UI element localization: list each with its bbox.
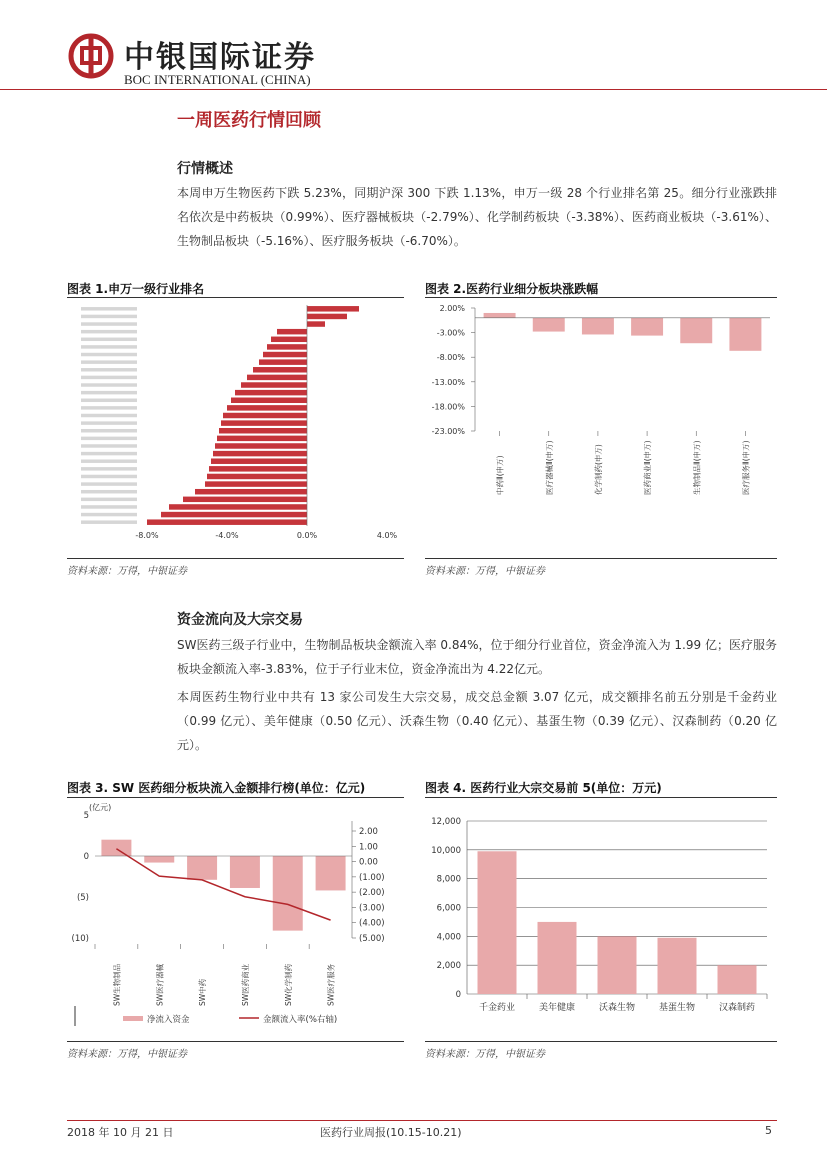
fig4-category-label: 汉森制药 <box>718 1003 756 1013</box>
fig2-y-tick-label: -23.00% <box>431 427 465 436</box>
fig4-y-tick-label: 2,000 <box>436 961 461 972</box>
fig3-bar <box>230 856 260 888</box>
fig2-y-tick-label: -18.00% <box>431 402 465 412</box>
capital-paragraph-1: SW医药三级子行业中，生物制品板块金额流入率 0.84%，位于细分行业首位，资金净流入为 1.99 亿；医疗服务板块金额流入率-3.83%，位于子行业末位，资金净流出为 4.22亿元。 <box>177 638 777 676</box>
fig1-x-tick-label: -4.0% <box>215 531 239 540</box>
fig3-legend-line-label: 金额流入率(%右轴) <box>263 1015 338 1025</box>
fig4-bar <box>718 965 757 994</box>
fig3-left-tick-label: (5) <box>76 893 89 903</box>
fig3-bar <box>273 856 303 931</box>
fig3-bar <box>101 840 131 856</box>
overview-paragraph: 本周申万生物医药下跌 5.23%，同期沪深 300 下跌 1.13%，申万一级 28 个行业排名第 25。细分行业涨跌排名依次是中药板块（0.99%）、医疗器械板块（-2.79%）、化学制药板块（-3.38%）、医药商业板块（-3.61%）、生物制品板块（-5.16%）、医疗服务板块（-6.70%）。 <box>177 186 777 248</box>
fig2-title: 图表 2.医药行业细分板块涨跌幅 <box>425 282 599 296</box>
capital-subtitle: 资金流向及大宗交易 <box>177 612 303 628</box>
fig3-category-label: SW化学制药 <box>283 963 293 1006</box>
fig1-category-label <box>81 338 137 341</box>
fig1-bar <box>205 481 307 486</box>
fig1-category-label <box>81 452 137 455</box>
fig1-title: 图表 1.申万一级行业排名 <box>67 282 205 296</box>
fig3-legend-bar-swatch <box>123 1016 143 1021</box>
fig3-right-tick-label: (2.00) <box>359 888 385 899</box>
fig2-category-label: 医疗服务Ⅱ(申万) <box>741 440 751 495</box>
fig4-y-tick-label: 10,000 <box>431 845 461 856</box>
fig1-bar <box>209 466 307 471</box>
fig1-category-label <box>81 414 137 417</box>
fig3-category-label: SW医药商业 <box>240 963 250 1006</box>
fig3-right-tick-label: (4.00) <box>359 918 385 929</box>
fig1-bar <box>215 443 307 448</box>
fig2-bar <box>680 318 712 343</box>
fig1-bar <box>259 359 307 364</box>
fig1-category-label <box>81 467 137 470</box>
fig1-bar <box>227 405 307 410</box>
fig2-bar <box>484 313 516 318</box>
fig4-y-tick-label: 0 <box>455 990 461 1000</box>
fig2-source: 资料来源：万得，中银证券 <box>425 566 545 577</box>
fig1-category-label <box>81 330 137 333</box>
fig3-left-tick-label: (10) <box>71 934 89 944</box>
fig2-category-label: 医药商业Ⅱ(申万) <box>643 440 653 495</box>
fig1-bar <box>277 329 307 334</box>
fig1-category-label <box>81 444 137 447</box>
fig1-category-label <box>81 498 137 501</box>
fig3-bar <box>144 856 174 863</box>
fig1-x-tick-label: 0.0% <box>296 531 318 540</box>
fig2-category-label: 医疗器械Ⅱ(申万) <box>544 440 554 495</box>
fig1-category-label <box>81 315 137 318</box>
fig1-x-tick-label: 4.0% <box>376 531 398 540</box>
fig2-bar <box>631 318 663 336</box>
fig1-bottom-rule <box>67 558 404 559</box>
fig1-category-label <box>81 437 137 440</box>
footer-date: 2018 年 10 月 21 日 <box>67 1126 174 1139</box>
fig1-bar <box>247 375 307 380</box>
fig3-left-tick-label: 5 <box>83 811 89 821</box>
brand-name-cn: 中银国际证券 <box>124 40 316 75</box>
fig1-bar <box>213 451 307 456</box>
fig3-left-tick-label: 0 <box>83 852 89 862</box>
fig1-bar <box>231 398 307 403</box>
fig4-chart <box>425 798 777 1038</box>
fig1-bar <box>267 344 307 349</box>
fig2-y-tick-label: 2.00% <box>439 304 465 313</box>
fig1-bar <box>207 474 307 479</box>
fig3-category-label: SW中药 <box>198 978 208 1006</box>
fig4-bar <box>478 851 517 994</box>
fig1-x-tick-label: -8.0% <box>135 531 159 540</box>
fig4-bar <box>538 922 577 994</box>
fig1-bar <box>183 497 307 502</box>
header <box>0 0 827 96</box>
fig4-y-tick-label: 12,000 <box>431 817 461 827</box>
fig1-category-label <box>81 368 137 371</box>
fig1-bar <box>253 367 307 372</box>
fig4-bottom-rule <box>425 1041 777 1042</box>
boc-logo-icon <box>68 33 114 79</box>
fig4-y-tick-label: 8,000 <box>436 874 461 885</box>
fig4-category-label: 千金药业 <box>478 1003 516 1013</box>
fig4-category-label: 基蛋生物 <box>658 1003 696 1013</box>
section-title: 一周医药行情回顾 <box>177 110 321 131</box>
fig1-category-label <box>81 345 137 348</box>
fig1-category-label <box>81 520 137 523</box>
fig3-right-tick-label: (5.00) <box>359 934 385 944</box>
fig2-bar <box>533 318 565 332</box>
fig1-category-label <box>81 513 137 516</box>
fig3-right-tick-label: 2.00 <box>359 827 378 837</box>
fig3-category-label: SW生物制品 <box>112 963 122 1006</box>
fig3-chart <box>67 798 404 1038</box>
fig1-bar <box>307 306 359 311</box>
fig3-right-tick-label: (3.00) <box>359 903 385 914</box>
fig3-category-label: SW医疗服务 <box>326 963 336 1006</box>
fig1-category-label <box>81 307 137 310</box>
fig1-bar <box>307 321 325 326</box>
fig1-bar <box>147 519 307 524</box>
fig4-source: 资料来源：万得，中银证券 <box>425 1049 545 1060</box>
fig3-bar <box>316 856 346 890</box>
fig1-bar <box>169 504 307 509</box>
footer-page-number: 5 <box>765 1124 772 1137</box>
fig2-category-label: 中药Ⅱ(申万) <box>495 455 505 495</box>
fig4-bar <box>598 936 637 994</box>
fig1-category-label <box>81 421 137 424</box>
fig1-bar <box>217 436 307 441</box>
fig2-bar <box>582 318 614 335</box>
brand-name-en: BOC INTERNATIONAL (CHINA) <box>124 72 311 87</box>
fig1-category-label <box>81 353 137 356</box>
fig1-bar <box>235 390 307 395</box>
fig1-category-label <box>81 475 137 478</box>
fig2-y-tick-label: -3.00% <box>436 328 465 338</box>
fig1-category-label <box>81 505 137 508</box>
fig1-category-label <box>81 391 137 394</box>
fig3-category-label: SW医疗器械 <box>155 963 165 1006</box>
fig1-bar <box>219 428 307 433</box>
fig2-bottom-rule <box>425 558 777 559</box>
fig1-bar <box>161 512 307 517</box>
fig1-category-label <box>81 406 137 409</box>
fig4-bar <box>658 938 697 994</box>
fig4-category-label: 沃森生物 <box>598 1003 636 1013</box>
fig1-bar <box>211 458 307 463</box>
fig4-y-tick-label: 4,000 <box>436 932 461 943</box>
fig3-bar <box>187 856 217 880</box>
fig3-left-unit: (亿元) <box>89 803 112 812</box>
fig1-bar <box>307 314 347 319</box>
fig1-category-label <box>81 383 137 386</box>
fig3-legend-bar-label: 净流入资金 <box>147 1015 190 1025</box>
fig1-category-label <box>81 322 137 325</box>
fig4-title: 图表 4. 医药行业大宗交易前 5(单位：万元) <box>425 781 662 795</box>
fig3-source: 资料来源：万得，中银证券 <box>67 1049 187 1060</box>
capital-paragraph-2: 本周医药生物行业中共有 13 家公司发生大宗交易，成交总金额 3.07 亿元，成交额排名前五分别是千金药业（0.99 亿元）、美年健康（0.50 亿元）、沃森生物（0.40 亿元）、基蛋生物（0.39 亿元）、汉森制药（0.20 亿元）。 <box>177 690 777 752</box>
fig3-right-tick-label: (1.00) <box>359 872 385 883</box>
fig1-bar <box>241 382 307 387</box>
fig3-title: 图表 3. SW 医药细分板块流入金额排行榜(单位：亿元) <box>67 781 366 795</box>
fig4-category-label: 美年健康 <box>538 1003 576 1013</box>
fig1-category-label <box>81 429 137 432</box>
fig1-category-label <box>81 360 137 363</box>
fig1-bar <box>223 413 307 418</box>
fig2-category-label: 化学制药(申万) <box>593 444 603 495</box>
fig3-right-tick-label: 1.00 <box>359 842 378 853</box>
overview-subtitle: 行情概述 <box>177 161 233 177</box>
footer-report-name: 医药行业周报(10.15-10.21) <box>320 1126 462 1139</box>
fig1-source: 资料来源：万得，中银证券 <box>67 566 187 577</box>
fig1-bar <box>263 352 307 357</box>
fig1-category-label <box>81 376 137 379</box>
fig1-bar <box>195 489 307 494</box>
fig1-bar <box>271 337 307 342</box>
fig1-category-label <box>81 399 137 402</box>
fig1-category-label <box>81 482 137 485</box>
fig2-y-tick-label: -8.00% <box>436 353 465 363</box>
fig2-y-tick-label: -13.00% <box>431 377 465 387</box>
fig4-y-tick-label: 6,000 <box>436 903 461 914</box>
header-divider <box>0 89 827 90</box>
fig1-category-label <box>81 459 137 462</box>
fig1-category-label <box>81 490 137 493</box>
fig3-bottom-rule <box>67 1041 404 1042</box>
fig2-bar <box>729 318 761 351</box>
fig1-bar <box>221 420 307 425</box>
fig1-chart <box>67 298 404 553</box>
fig2-chart <box>425 298 777 556</box>
fig3-right-tick-label: 0.00 <box>359 857 378 868</box>
footer-divider <box>67 1120 777 1121</box>
fig2-category-label: 生物制品Ⅱ(申万) <box>692 440 702 495</box>
